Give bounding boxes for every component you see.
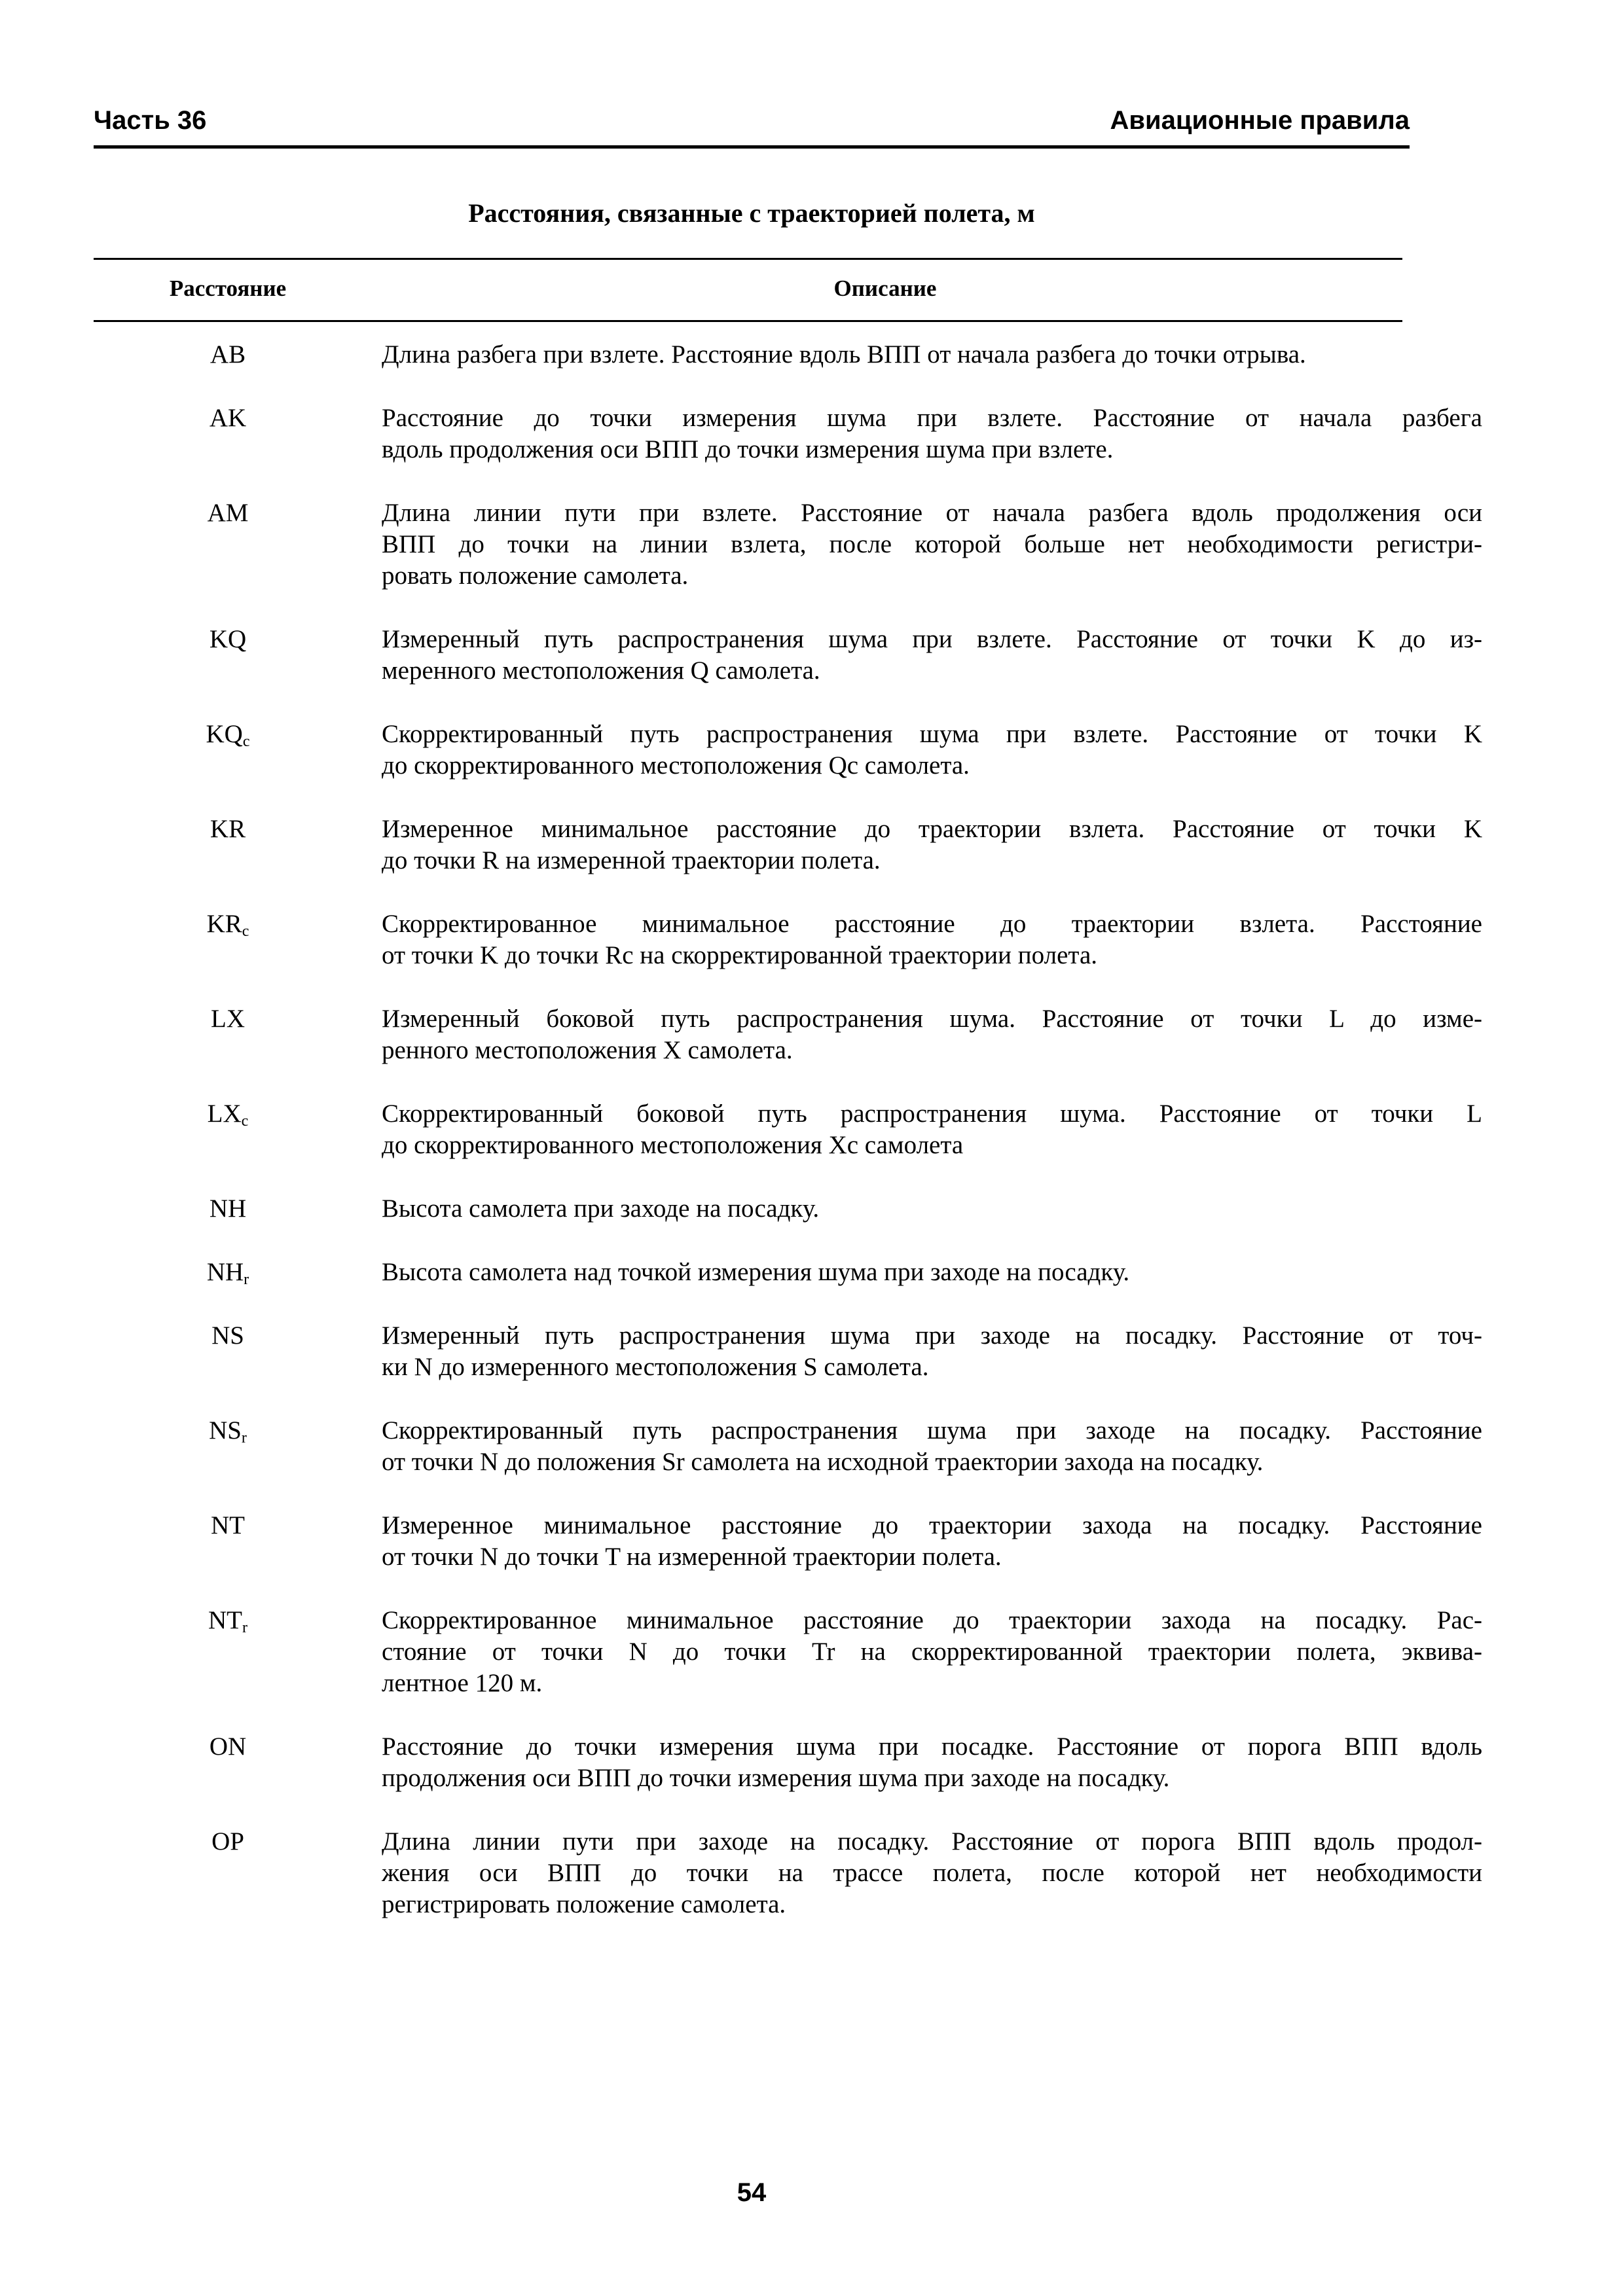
distance-description: Скорректированный боковой путь распространения шума. Расстояние от точки L до скорректированного местоположения Xc самолета xyxy=(382,1100,1482,1159)
column-header-description: Описание xyxy=(833,276,937,301)
distance-description: Измеренное минимальное расстояние до траектории захода на посадку. Расстояние от точки N до точки T на измеренной траектории полета. xyxy=(382,1511,1482,1571)
distance-symbol: NS xyxy=(211,1321,244,1350)
distance-symbol: AM xyxy=(207,499,249,527)
distance-symbol: KQ xyxy=(209,625,247,653)
distance-symbol: NH xyxy=(209,1194,247,1223)
distance-description: Расстояние до точки измерения шума при взлете. Расстояние от начала разбега вдоль продолжения оси ВПП до точки измерения шума при взлете. xyxy=(382,404,1482,463)
distance-description: Расстояние до точки измерения шума при посадке. Расстояние от порога ВПП вдоль продолжения оси ВПП до точки измерения шума при заходе на посадку. xyxy=(382,1732,1482,1792)
distance-symbol: ON xyxy=(209,1732,247,1761)
running-header xyxy=(94,105,1410,149)
page-number: 54 xyxy=(737,2178,767,2207)
distance-symbol: $KR_c$ xyxy=(206,910,249,940)
distance-description: Измеренный путь распространения шума при взлете. Расстояние от точки K до из- меренного местоположения Q самолета. xyxy=(382,625,1482,685)
table-top-rule xyxy=(94,258,1402,260)
distance-description: Измеренный путь распространения шума при заходе на посадку. Расстояние от точ- ки N до измеренного местоположения S самолета. xyxy=(382,1321,1482,1381)
header-document-title: Авиационные правила xyxy=(1110,106,1410,135)
distance-description: Высота самолета над точкой измерения шума при заходе на посадку. xyxy=(382,1258,1130,1286)
distance-description: Измеренное минимальное расстояние до траектории взлета. Расстояние от точки K до точки R на измеренной траектории полета. xyxy=(382,815,1482,874)
distance-symbol: $LX_c$ xyxy=(207,1100,249,1130)
table-title: Расстояния, связанные с траекторией полета, м xyxy=(468,198,1035,228)
table-header-rule xyxy=(94,320,1402,322)
distance-description: Скорректированный путь распространения шума при взлете. Расстояние от точки K до скорректированного местоположения Qc самолета. xyxy=(382,720,1482,780)
distance-description: Скорректированное минимальное расстояние до траектории захода на посадку. Рас- стояние от точки N до точки Tr на скорректированной траектории полета, эквива- лентное 120 м. xyxy=(382,1606,1482,1697)
distance-symbol: AK xyxy=(209,404,247,432)
distance-description: Измеренный боковой путь распространения шума. Расстояние от точки L до изме- ренного местоположения X самолета. xyxy=(382,1005,1482,1064)
distance-symbol: $NH_r$ xyxy=(206,1258,249,1288)
distance-symbol: NT xyxy=(211,1511,245,1539)
distance-symbol: KR xyxy=(210,815,246,843)
column-header-distance: Расстояние xyxy=(169,276,287,301)
distance-symbol: OP xyxy=(211,1827,244,1856)
distance-description: Длина линии пути при взлете. Расстояние от начала разбега вдоль продолжения оси ВПП до точки на линии взлета, после которой больше нет необходимости регистри- ровать положение самолета. xyxy=(382,499,1482,590)
distance-description: Высота самолета при заходе на посадку. xyxy=(382,1194,820,1223)
distance-symbol: $KQ_c$ xyxy=(206,720,250,750)
distance-description: Скорректированный путь распространения шума при заходе на посадку. Расстояние от точки N до положения Sr самолета на исходной траектории захода на посадку. xyxy=(382,1416,1482,1476)
distance-symbol: $NS_r$ xyxy=(209,1416,247,1446)
distance-description: Скорректированное минимальное расстояние до траектории взлета. Расстояние от точки K до точки Rc на скорректированной траектории полета. xyxy=(382,910,1482,969)
distance-symbol: $NT_r$ xyxy=(208,1606,247,1636)
distance-description: Длина линии пути при заходе на посадку. Расстояние от порога ВПП вдоль продол- жения оси ВПП до точки на трассе полета, после которой нет необходимости регистрировать положение самолета. xyxy=(382,1827,1482,1918)
distance-description: Длина разбега при взлете. Расстояние вдоль ВПП от начала разбега до точки отрыва. xyxy=(382,340,1306,368)
distance-symbol: AB xyxy=(210,340,246,368)
distance-symbol: LX xyxy=(211,1005,245,1033)
header-part-label: Часть 36 xyxy=(94,106,207,135)
